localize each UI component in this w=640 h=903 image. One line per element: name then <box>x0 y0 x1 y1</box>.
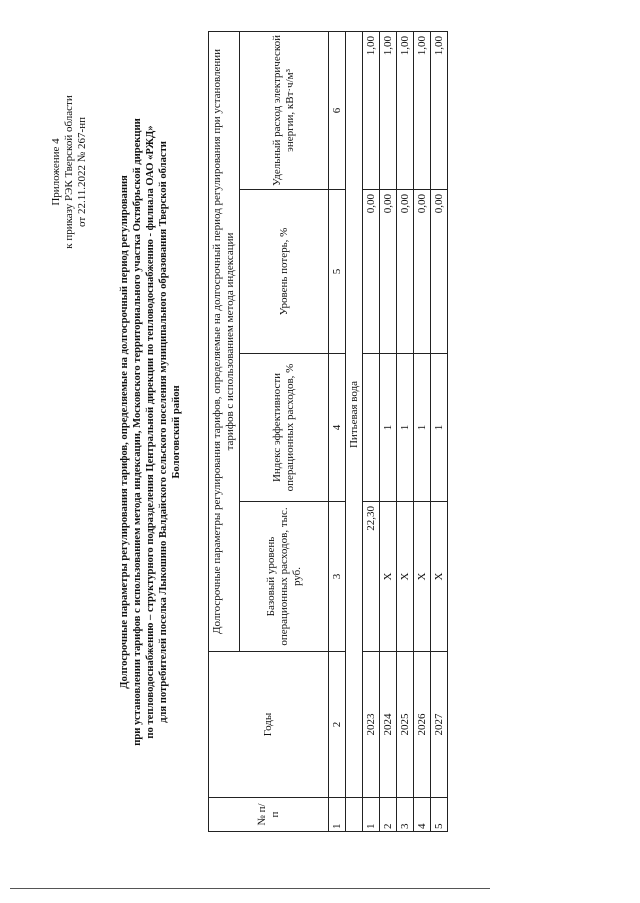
row-loss-level: 0,00 <box>363 190 380 354</box>
row-efficiency-index: 1 <box>414 354 431 502</box>
parameters-table <box>208 31 448 832</box>
row-year: 2023 <box>363 652 380 798</box>
row-year: 2026 <box>414 652 431 798</box>
row-energy-consumption: 1,00 <box>431 31 448 189</box>
column-number: 4 <box>329 354 346 502</box>
column-number: 6 <box>329 31 346 189</box>
row-loss-level: 0,00 <box>380 190 397 354</box>
appendix-line: к приказу РЭК Тверской области <box>63 95 75 249</box>
column-number: 2 <box>329 652 346 798</box>
column-number: 3 <box>329 502 346 652</box>
section-row <box>346 31 363 831</box>
row-loss-level: 0,00 <box>414 190 431 354</box>
row-base-level: Х <box>397 502 414 652</box>
title-line: при установлении тарифов с использованием метода индексации, Московского территориального участка Октябрьской дирекции <box>132 118 143 746</box>
row-year: 2025 <box>397 652 414 798</box>
appendix-note <box>50 42 89 302</box>
row-efficiency-index <box>363 354 380 502</box>
row-base-level: 22,30 <box>363 502 380 652</box>
header-num: № п/п <box>209 798 329 832</box>
header-years: Годы <box>209 652 329 798</box>
header-base-level: Базовый уровень операционных расходов, тыс. руб. <box>240 502 329 652</box>
scan-edge-line <box>10 888 490 889</box>
title-line: Бологовский район <box>171 385 182 479</box>
table-row <box>397 31 414 831</box>
row-efficiency-index: 1 <box>397 354 414 502</box>
header-loss-level: Уровень потерь, % <box>240 190 329 354</box>
row-energy-consumption: 1,00 <box>380 31 397 189</box>
row-energy-consumption: 1,00 <box>363 31 380 189</box>
section-spacer <box>346 798 363 832</box>
header-efficiency-index: Индекс эффективности операционных расходов, % <box>240 354 329 502</box>
table-row <box>431 31 448 831</box>
document-sheet <box>30 32 490 832</box>
row-efficiency-index: 1 <box>380 354 397 502</box>
row-energy-consumption: 1,00 <box>397 31 414 189</box>
row-base-level: Х <box>431 502 448 652</box>
row-energy-consumption: 1,00 <box>414 31 431 189</box>
row-loss-level: 0,00 <box>397 190 414 354</box>
title-line: для потребителей поселка Лыкошино Валдайского сельского поселения муниципального образования Тверской области <box>158 141 169 723</box>
row-loss-level: 0,00 <box>431 190 448 354</box>
header-energy-consumption: Удельный расход электрической энергии, кВт·ч/м³ <box>240 31 329 189</box>
section-label: Питьевая вода <box>346 31 363 797</box>
table-row <box>380 31 397 831</box>
table-row <box>363 31 380 831</box>
header-row-main <box>209 31 240 831</box>
row-year: 2027 <box>431 652 448 798</box>
row-num: 3 <box>397 798 414 832</box>
appendix-line: от 22.11.2022 № 267-нп <box>76 117 88 227</box>
header-group: Долгосрочные параметры регулирования тарифов, определяемые на долгосрочный период регулирования при установлении тарифов с использованием метода индексации <box>209 31 240 651</box>
row-num: 4 <box>414 798 431 832</box>
row-num: 1 <box>363 798 380 832</box>
column-number-row <box>329 31 346 831</box>
row-efficiency-index: 1 <box>431 354 448 502</box>
appendix-line: Приложение 4 <box>50 138 62 206</box>
column-number: 1 <box>329 798 346 832</box>
row-num: 5 <box>431 798 448 832</box>
document-title <box>118 32 183 832</box>
row-base-level: Х <box>380 502 397 652</box>
table-row <box>414 31 431 831</box>
row-num: 2 <box>380 798 397 832</box>
title-line: Долгосрочные параметры регулирования тарифов, определяемые на долгосрочный период регулирования <box>119 175 130 689</box>
column-number: 5 <box>329 190 346 354</box>
row-base-level: Х <box>414 502 431 652</box>
title-line: по тепловодоснабжению – структурного подразделения Центральной дирекции по тепловодоснабжению - филиала ОАО «РЖД» <box>145 125 156 739</box>
row-year: 2024 <box>380 652 397 798</box>
